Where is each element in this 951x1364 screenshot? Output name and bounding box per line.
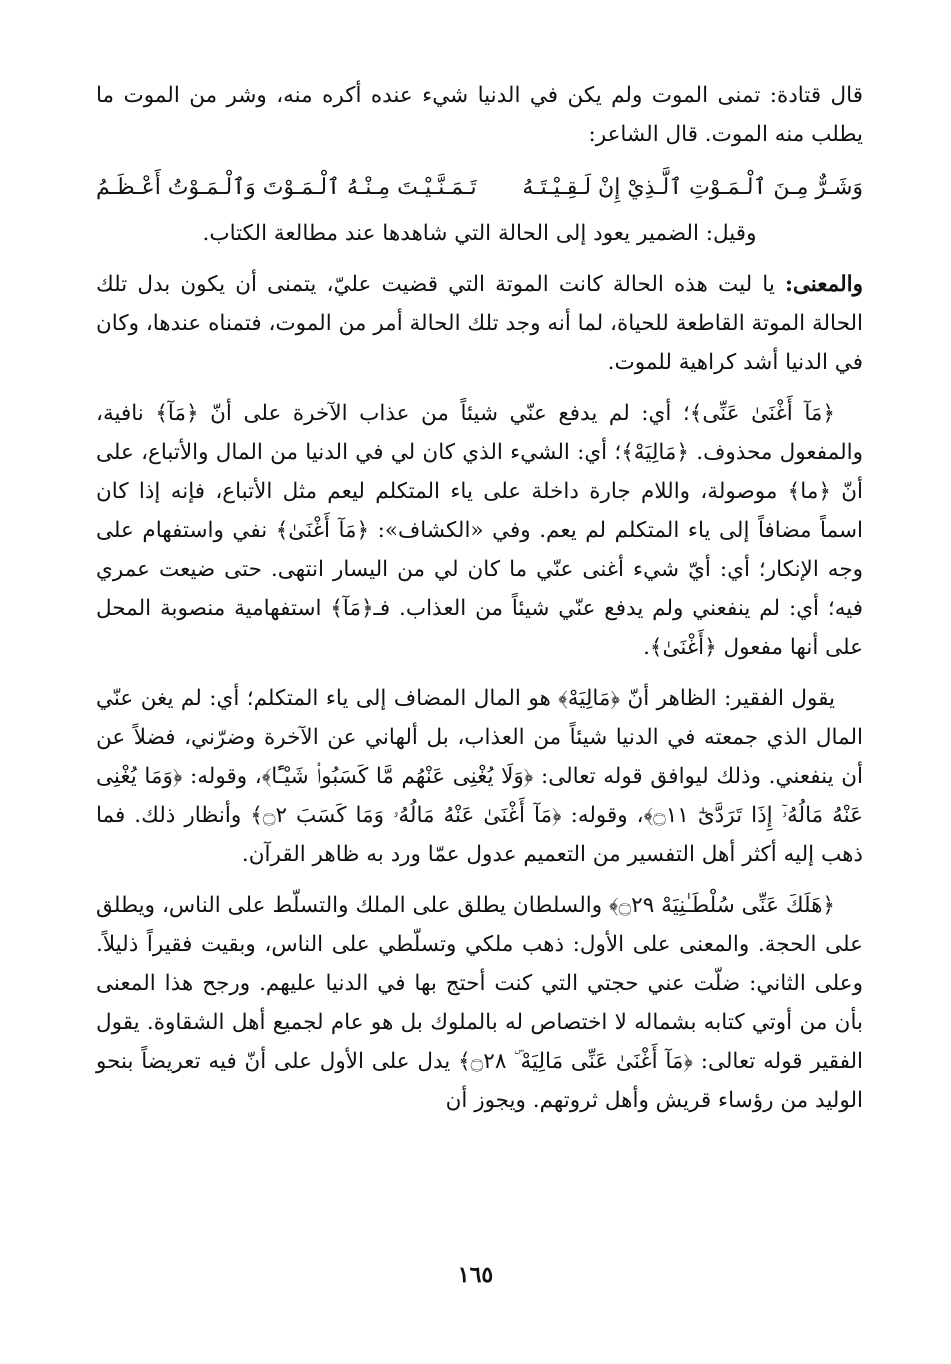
- meaning-text: يا ليت هذه الحالة كانت الموتة التي قضيت عليّ، يتمنى أن يكون بدل تلك الحالة الموتة القاطعة للحياة، لما أنه وجد تلك الحالة أمر من الموت، فتمناه عندها، وكان في الدنيا أشد كراهية للموت.: [96, 272, 863, 375]
- paragraph-sultaniyah: ﴿هَلَكَ عَنِّى سُلْطَـٰنِيَهْ ۝٢٩﴾ والسلطان يطلق على الملك والتسلّط على الناس، ويطلق على الحجة. والمعنى على الأول: ذهب ملكي وتسلّطي على الناس، وبقيت فقيراً ذليلاً. وعلى الثاني: ضلّت عني حجتي التي كنت أحتج بها في الدنيا عليهم. ورجح هذا المعنى بأن من أوتي كتابه بشماله لا اختصاص له بالملوك بل هو عام لجميع أهل الشقاوة. يقول الفقير قوله تعالى: ﴿مَآ أَغْنَىٰ عَنِّى مَالِيَهْ ۜ ۝٢٨﴾ يدل على الأول على أنّ فيه تعريضاً بنحو الوليد من رؤساء قريش وأهل ثروتهم. ويجوز أن: [96, 893, 864, 1113]
- paragraph-ma-aghna: ﴿مَآ أَغْنَىٰ عَنِّى﴾؛ أي: لم يدفع عنّي شيئاً من عذاب الآخرة على أنّ ﴿مَآ﴾ نافية، والمفعول محذوف. ﴿مَالِيَهْ﴾؛ أي: الشيء الذي كان لي في الدنيا من المال والأتباع، على أنّ ﴿ما﴾ موصولة، واللام جارة داخلة على ياء المتكلم ليعم مثل الأتباع، فإنه إذا كان اسماً مضافاً إلى ياء المتكلم لم يعم. وفي «الكشاف»: ﴿مَآ أَغْنَىٰ﴾ نفي واستفهام على وجه الإنكار؛ أي: أيّ شيء أغنى عنّي ما كان لي من اليسار انتهى. حتى ضيعت عمري فيه؛ أي: لم ينفعني ولم يدفع عنّي شيئاً من العذاب. فـ﴿مَآ﴾ استفهامية منصوبة المحل على أنها مفعول ﴿أَغْنَىٰ﴾.: [96, 401, 863, 660]
- paragraph-pronoun: وقيل: الضمير يعود إلى الحالة التي شاهدها عند مطالعة الكتاب.: [202, 221, 757, 246]
- page-number: ١٦٥: [457, 1262, 494, 1288]
- meaning-label: والمعنى:: [784, 272, 863, 297]
- body-text: [96, 76, 863, 1120]
- verse-left-hemistich: تَـمَـنَّـيْـتَ مِـنْـهُ ٱلْـمَـوْتَ وَٱلْـمَـوْتُ أَعْـظَـمُ: [96, 175, 477, 200]
- verse-right-hemistich: وَشَـرٌّ مِـنَ ٱلْـمَـوْتِ ٱلَّـذِيْ إِنْ لَـقِـيْـتَـهُ: [522, 175, 863, 200]
- poetry-verse: [96, 168, 863, 208]
- paragraph-faqir-maliyah: يقول الفقير: الظاهر أنّ ﴿مَالِيَهْ﴾ هو المال المضاف إلى ياء المتكلم؛ أي: لم يغن عنّي المال الذي جمعته في الدنيا شيئاً من العذاب، بل ألهاني عن الآخرة وضرّني، فضلاً عن أن ينفعني. وذلك ليوافق قوله تعالى: ﴿وَلَا يُغْنِى عَنْهُم مَّا كَسَبُوا۟ شَيْـًٔا﴾، وقوله: ﴿وَمَا يُغْنِى عَنْهُ مَالُهُۥٓ إِذَا تَرَدَّىٰٓ ۝١١﴾، وقوله: ﴿مَآ أَغْنَىٰ عَنْهُ مَالُهُۥ وَمَا كَسَبَ ۝٢﴾ وأنظار ذلك. فما ذهب إليه أكثر أهل التفسير من التعميم عدول عمّا ورد به ظاهر القرآن.: [96, 686, 863, 867]
- paragraph-meaning: [96, 265, 863, 382]
- paragraph-qatada: قال قتادة: تمنى الموت ولم يكن في الدنيا شيء عنده أكره منه، وشر من الموت ما يطلب منه الموت. قال الشاعر:: [96, 83, 863, 147]
